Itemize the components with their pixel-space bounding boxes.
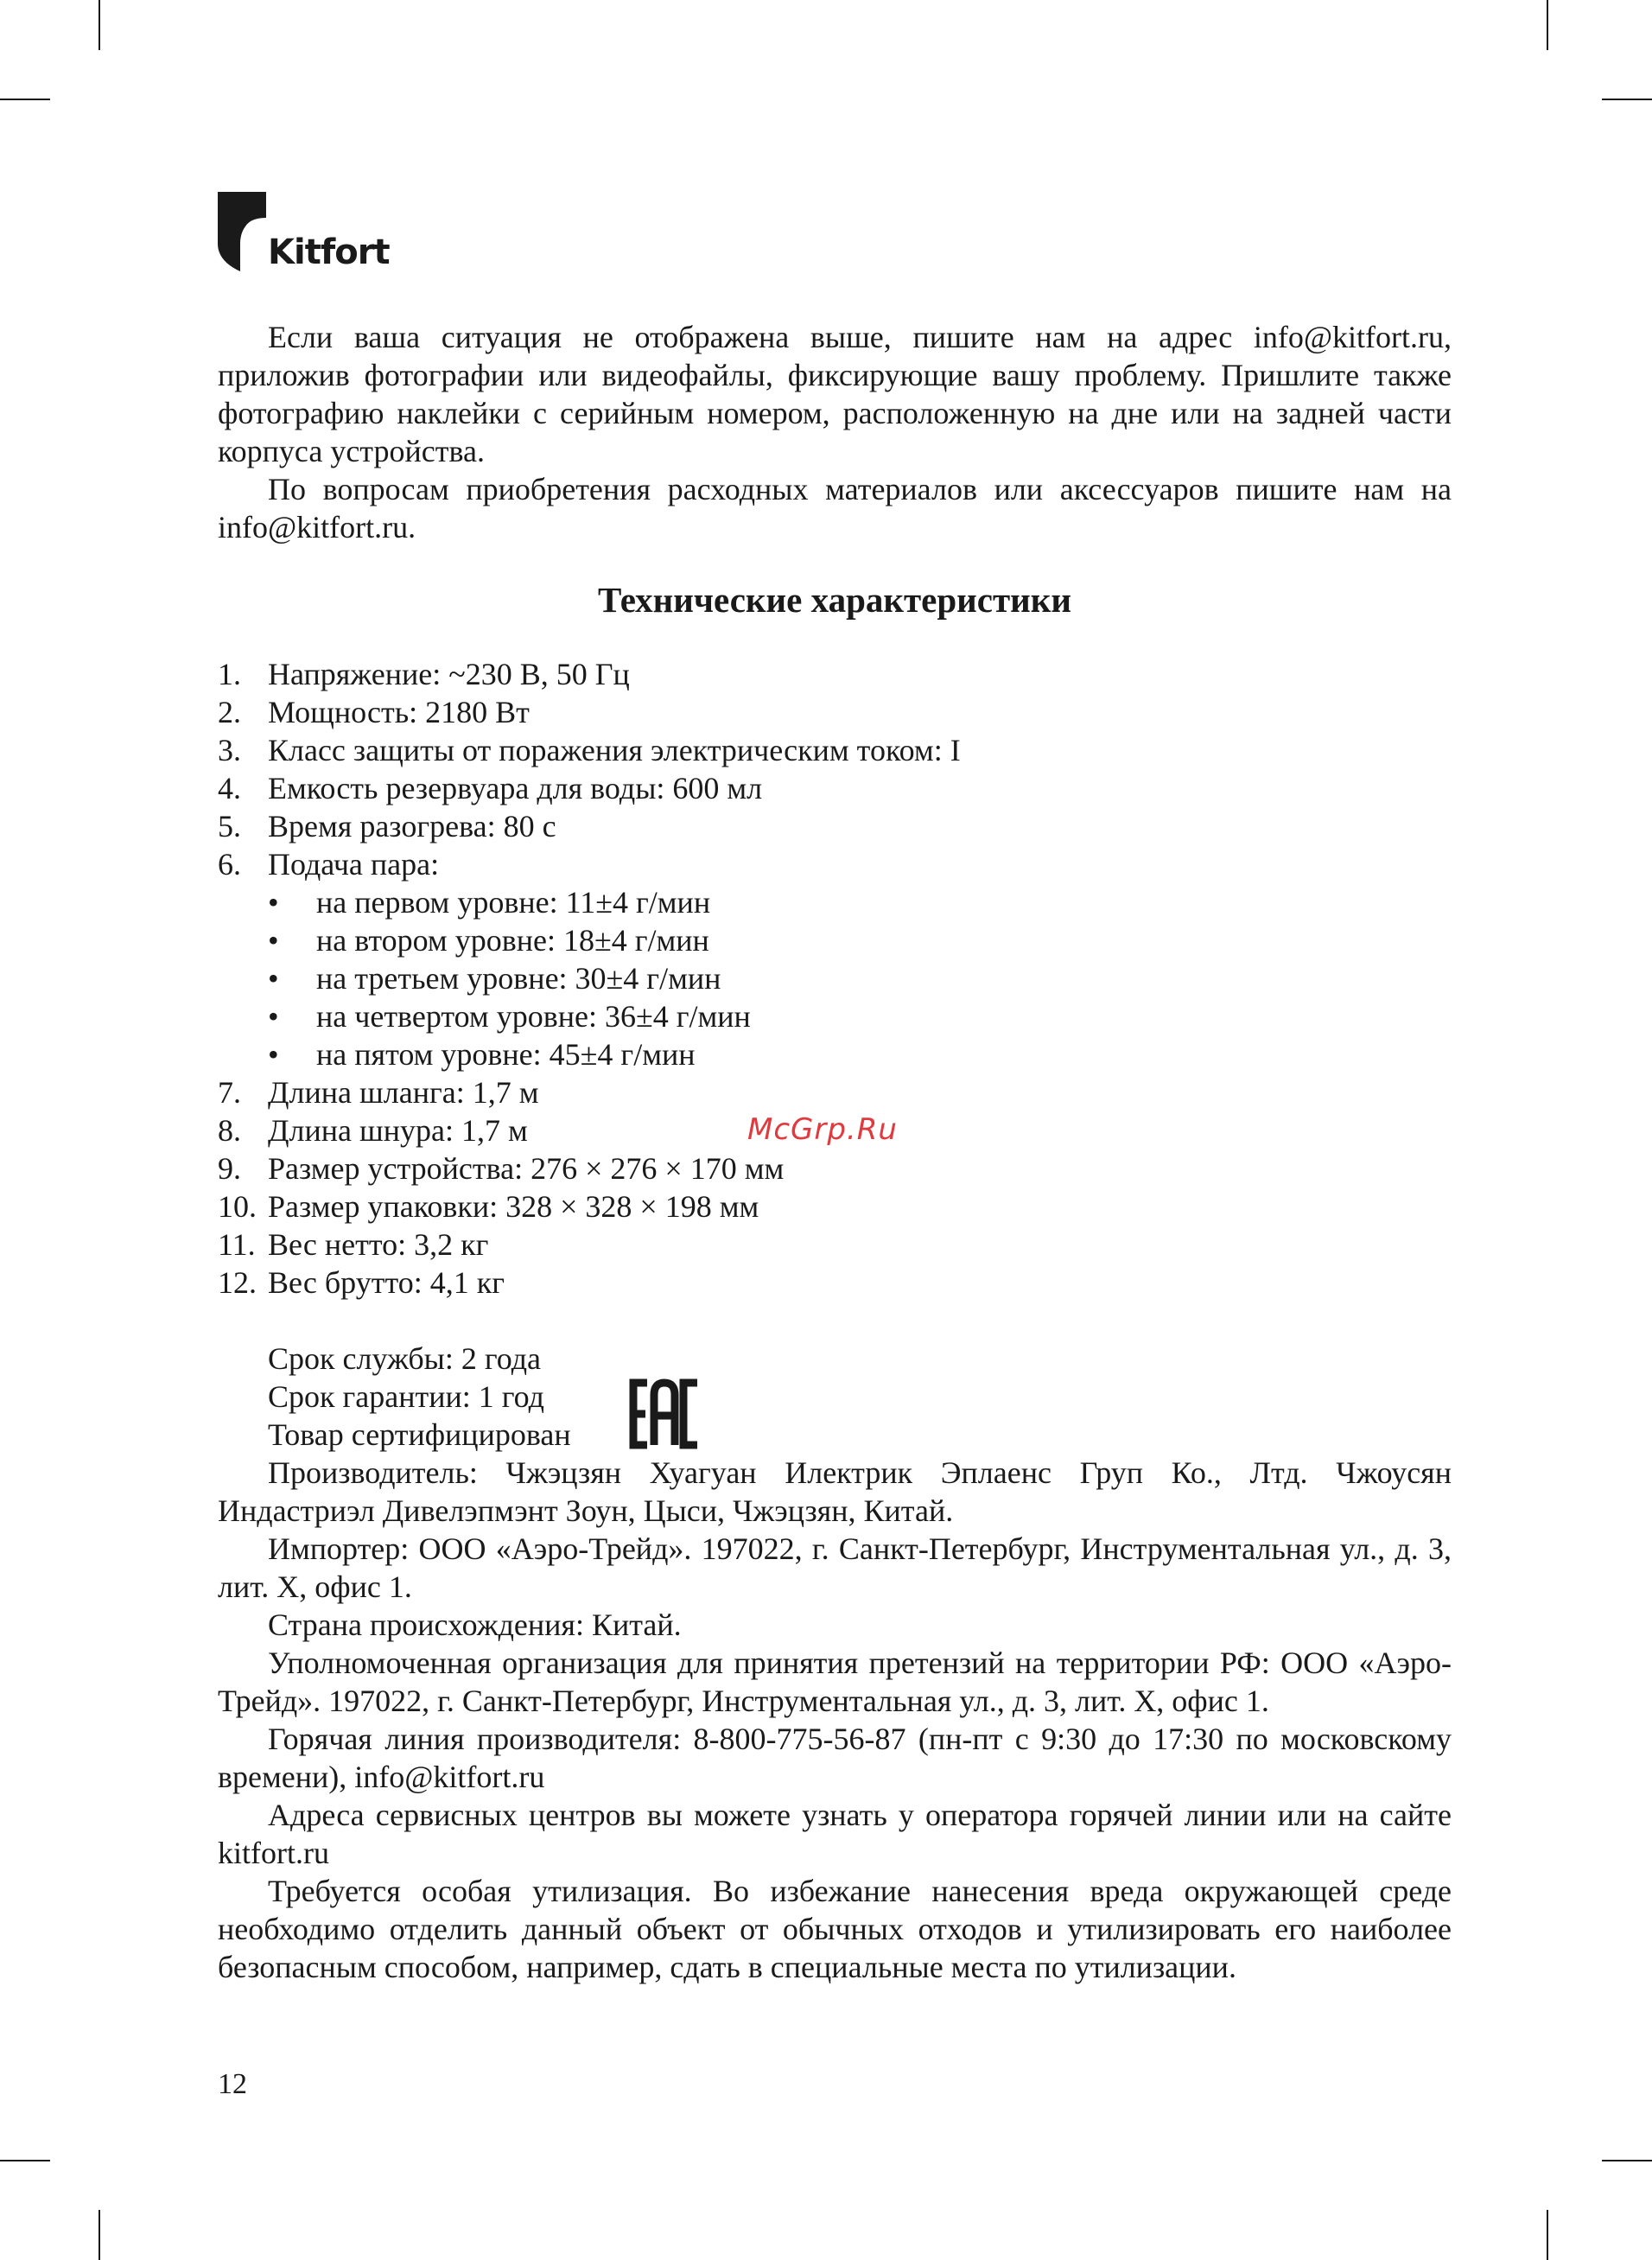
country-of-origin: Страна происхождения: Китай. — [268, 1607, 682, 1642]
list-item: 5. Время разогрева: 80 с — [218, 809, 556, 844]
certified-text: Товар сертифицирован — [268, 1417, 571, 1452]
hotline-info: Горячая линия производителя: 8-800-775-56-87 (пн-пт с 9:30 до 17:30 по московскому времени), info@kitfort.ru — [218, 1722, 1452, 1794]
crop-mark — [0, 99, 50, 100]
list-item: • на пятом уровне: 45±4 г/мин — [268, 1037, 696, 1072]
eac-mark-icon — [628, 1378, 701, 1450]
list-item: 11. Вес нетто: 3,2 кг — [218, 1227, 489, 1262]
list-item: 2. Мощность: 2180 Вт — [218, 695, 530, 729]
list-item: 3. Класс защиты от поражения электрическим током: I — [218, 733, 961, 767]
watermark: McGrp.Ru — [747, 1112, 898, 1147]
manufacturer-info: Производитель: Чжэцзян Хуагуан Илектрик Эплаенс Груп Ко., Лтд. Чжоусян Индастриэл Дивелэпмэнт Зоун, Цыси, Чжэцзян, Китай. — [218, 1455, 1452, 1528]
list-item: 10. Размер упаковки: 328 × 328 × 198 мм — [218, 1189, 759, 1224]
kitfort-logo — [218, 192, 425, 275]
bullet-icon: • — [268, 923, 279, 958]
list-item: 8. Длина шнура: 1,7 м — [218, 1113, 528, 1148]
list-item: 6. Подача пара: — [218, 847, 440, 882]
bullet-icon: • — [268, 1037, 279, 1072]
authorized-organization: Уполномоченная организация для принятия претензий на территории РФ: ООО «Аэро-Трейд». 197022, г. Санкт-Петербург, Инструментальная ул., д. 3, лит. Х, офис 1. — [218, 1646, 1452, 1718]
list-item: 4. Емкость резервуара для воды: 600 мл — [218, 771, 763, 805]
crop-mark — [0, 2160, 50, 2161]
page-number: 12 — [218, 2068, 247, 2100]
service-life: Срок службы: 2 года — [268, 1341, 542, 1376]
list-item: • на первом уровне: 11±4 г/мин — [268, 885, 711, 920]
list-item: • на четвертом уровне: 36±4 г/мин — [268, 999, 751, 1034]
specs-list — [218, 655, 1452, 883]
crop-mark — [1547, 2210, 1548, 2260]
crop-mark — [1602, 99, 1652, 100]
logo-wordmark: Kitfort — [268, 232, 390, 272]
bullet-icon: • — [268, 961, 279, 996]
list-item: • на втором уровне: 18±4 г/мин — [268, 923, 709, 958]
page-content — [218, 318, 1452, 1986]
specs-list-continued — [218, 1073, 1452, 1302]
service-centers-info: Адреса сервисных центров вы можете узнать у оператора горячей линии или на сайте kitfort.ru — [218, 1798, 1452, 1870]
crop-mark — [98, 2210, 100, 2260]
intro-paragraph: По вопросам приобретения расходных материалов или аксессуаров пишите нам на info@kitfort.ru. — [218, 472, 1452, 544]
crop-mark — [1547, 0, 1548, 50]
bullet-icon: • — [268, 885, 279, 920]
list-item: 7. Длина шланга: 1,7 м — [218, 1075, 539, 1110]
warranty-period: Срок гарантии: 1 год — [268, 1379, 544, 1414]
spacer — [218, 1302, 1452, 1340]
crop-mark — [98, 0, 100, 50]
specs-title: Технические характеристики — [598, 580, 1071, 620]
list-item: • на третьем уровне: 30±4 г/мин — [268, 961, 721, 996]
bullet-icon: • — [268, 999, 279, 1034]
importer-info: Импортер: ООО «Аэро-Трейд». 197022, г. Санкт-Петербург, Инструментальная ул., д. 3, лит. Х, офис 1. — [218, 1531, 1452, 1604]
list-item: 12. Вес брутто: 4,1 кг — [218, 1265, 505, 1300]
steam-levels-list — [218, 883, 1452, 1073]
certification-row — [218, 1416, 1452, 1454]
kitfort-logo-icon — [218, 192, 266, 271]
crop-mark — [1602, 2160, 1652, 2161]
list-item: 9. Размер устройства: 276 × 276 × 170 мм — [218, 1151, 785, 1186]
disposal-info: Требуется особая утилизация. Во избежание нанесения вреда окружающей среде необходимо отделить данный объект от обычных отходов и утилизировать его наиболее безопасным способом, например, сдать в специальные места по утилизации. — [218, 1874, 1452, 1984]
intro-paragraph: Если ваша ситуация не отображена выше, пишите нам на адрес info@kitfort.ru, приложив фотографии или видеофайлы, фиксирующие вашу проблему. Пришлите также фотографию наклейки с серийным номером, расположенную на дне или на задней части корпуса устройства. — [218, 320, 1452, 468]
list-item: 1. Напряжение: ~230 В, 50 Гц — [218, 657, 630, 691]
